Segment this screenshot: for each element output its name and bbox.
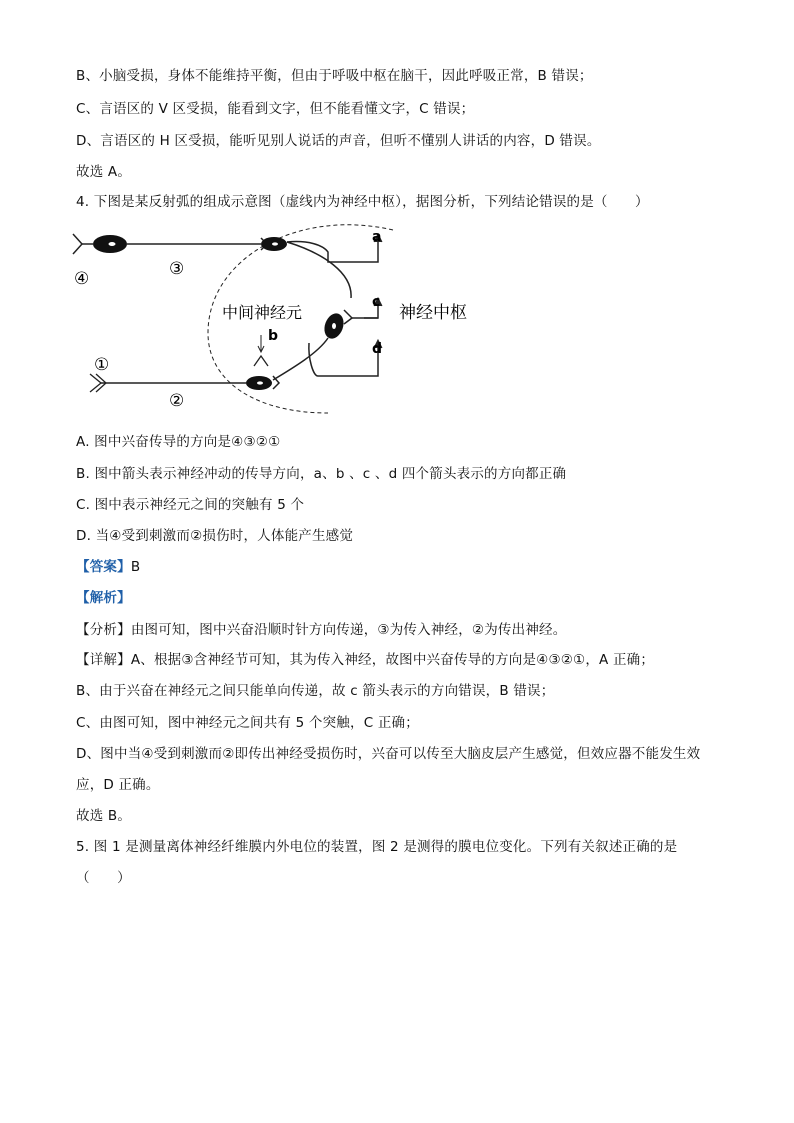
answer-value: B [130,559,141,575]
explain-d-1: D、图中当④受到刺激而②即传出神经受损伤时，兴奋可以传至大脑皮层产生感觉，但效应器不能发生效 [76,746,701,762]
question-4-stem: 4. 下图是某反射弧的组成示意图（虚线内为神经中枢），据图分析，下列结论错误的是（ ） [76,194,649,210]
analysis-tag-line [76,589,131,607]
explain-c: C、由图可知，图中神经元之间共有 5 个突触，C 正确； [76,715,419,731]
label-a: a [372,229,382,245]
label-d: d [372,341,383,357]
fenxi-text: 由图可知，图中兴奋沿顺时针方向传递，③为传入神经，②为传出神经。 [130,622,567,638]
explain-d-2: 应，D 正确。 [76,777,160,793]
analysis-tag: 【解析】 [76,590,131,606]
label-c: c [372,294,381,310]
xiangjie-tag: 【详解】 [76,652,131,668]
label-4: ④ [74,269,90,289]
prev-answer-b: B、小脑受损，身体不能维持平衡，但由于呼吸中枢在脑干，因此呼吸正常，B 错误； [76,68,593,84]
label-3: ③ [169,259,185,279]
question-5-paren: （ ） [76,870,131,886]
option-d: D. 当④受到刺激而②损伤时，人体能产生感觉 [76,528,354,544]
receptor-fork [73,234,82,254]
label-b: b [268,328,279,344]
prev-answer-c: C、言语区的 V 区受损，能看到文字，但不能看懂文字，C 错误； [76,101,475,117]
prev-answer-d: D、言语区的 H 区受损，能听见别人说话的声音，但听不懂别人讲话的内容，D 错误。 [76,133,601,149]
fenxi-tag: 【分析】 [76,622,131,638]
reflex-arc-figure [68,218,498,418]
option-a: A. 图中兴奋传导的方向是④③②① [76,434,281,450]
prev-choose: 故选 A。 [76,164,132,180]
label-2: ② [169,391,185,411]
answer-tag: 【答案】 [76,559,131,575]
answer-line [76,558,140,576]
q4-choose: 故选 B。 [76,808,132,824]
question-5-stem: 5. 图 1 是测量离体神经纤维膜内外电位的装置，图 2 是测得的膜电位变化。下列有关叙述正确的是 [76,839,678,855]
label-nerve-center: 神经中枢 [399,303,467,323]
xiangjie-line [76,651,654,669]
label-interneuron: 中间神经元 [222,303,303,322]
label-1: ① [94,355,110,375]
explain-b: B、由于兴奋在神经元之间只能单向传递，故 c 箭头表示的方向错误，B 错误； [76,683,555,699]
fenxi-line [76,621,566,639]
option-c: C. 图中表示神经元之间的突触有 5 个 [76,497,305,513]
xiangjie-text: A、根据③含神经节可知，其为传入神经，故图中兴奋传导的方向是④③②①，A 正确； [130,652,655,668]
option-b: B. 图中箭头表示神经冲动的传导方向，a、b 、c 、d 四个箭头表示的方向都正确 [76,466,567,482]
